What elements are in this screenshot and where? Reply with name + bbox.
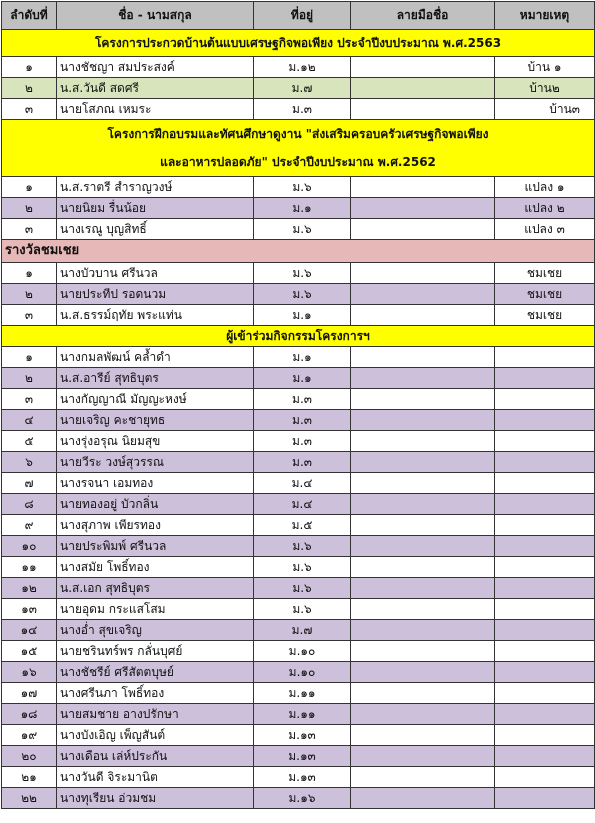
row-no: ๑๘ [2,704,57,725]
table-row [2,78,595,99]
row-note [495,662,595,683]
row-signature [351,177,495,198]
row-signature [351,662,495,683]
row-no: ๑๖ [2,662,57,683]
row-note: ชมเชย [495,263,595,284]
table-row [2,99,595,120]
row-village: ม.๖ [254,578,351,599]
row-no: ๑๐ [2,536,57,557]
row-no: ๑๒ [2,578,57,599]
row-note: แปลง ๓ [495,219,595,240]
row-no: ๔ [2,410,57,431]
row-signature [351,263,495,284]
row-no: ๘ [2,494,57,515]
row-signature [351,641,495,662]
row-signature [351,620,495,641]
row-note [495,515,595,536]
row-signature [351,99,495,120]
row-village: ม.๓ [254,410,351,431]
row-no: ๑ [2,57,57,78]
row-name: น.ส.ราตรี สำราญวงษ์ [57,177,254,198]
row-note [495,641,595,662]
row-note [495,494,595,515]
row-signature [351,57,495,78]
table-row [2,368,595,389]
row-name: น.ส.เอก สุทธิบุตร [57,578,254,599]
row-name: นางสุภาพ เพียรทอง [57,515,254,536]
table-row [2,662,595,683]
row-signature [351,494,495,515]
row-name: นางอ่ำ สุขเจริญ [57,620,254,641]
row-note: แปลง ๑ [495,177,595,198]
row-note [495,389,595,410]
row-name: นางกัญญาณี มัญญะหงษ์ [57,389,254,410]
table-row [2,746,595,767]
row-no: ๑๕ [2,641,57,662]
row-name: นางชัชรีย์ ศรีสัตตบุษย์ [57,662,254,683]
row-note [495,725,595,746]
row-village: ม.๓ [254,452,351,473]
row-no: ๒ [2,78,57,99]
row-no: ๒๑ [2,767,57,788]
row-village: ม.๖ [254,557,351,578]
row-no: ๖ [2,452,57,473]
row-note [495,620,595,641]
row-no: ๑ [2,177,57,198]
row-name: นายนิยม รื่นน้อย [57,198,254,219]
row-name: น.ส.วันดี สดศรี [57,78,254,99]
row-no: ๒ [2,198,57,219]
row-name: น.ส.อารีย์ สุทธิบุตร [57,368,254,389]
table-row [2,219,595,240]
row-signature [351,578,495,599]
row-name: นางรุ่งอรุณ นิยมสุข [57,431,254,452]
row-village: ม.๑ [254,347,351,368]
row-name: นางสมัย โพธิ์ทอง [57,557,254,578]
row-name: นายประพิมพ์ ศรีนวล [57,536,254,557]
row-village: ม.๖ [254,177,351,198]
table-row [2,641,595,662]
row-no: ๒๒ [2,788,57,809]
row-signature [351,410,495,431]
row-signature [351,704,495,725]
table-row [2,515,595,536]
row-name: นางเรณู บุญสิทธิ์ [57,219,254,240]
table-row [2,431,595,452]
row-note [495,368,595,389]
row-village: ม.๓ [254,99,351,120]
row-note: บ้าน๓ [495,99,595,120]
header-village: ที่อยู่ [254,2,351,30]
row-no: ๒ [2,284,57,305]
row-name: นางวันดี จิระมานิต [57,767,254,788]
table-row [2,725,595,746]
row-signature [351,536,495,557]
row-signature [351,746,495,767]
row-signature [351,78,495,99]
row-note [495,410,595,431]
row-no: ๓ [2,389,57,410]
section4-title: ผู้เข้าร่วมกิจกรรมโครงการฯ [2,326,595,347]
row-no: ๑๙ [2,725,57,746]
table-row [2,473,595,494]
table-row [2,452,595,473]
row-name: นายโสภณ เหมระ [57,99,254,120]
section-title-row [2,30,595,57]
row-note [495,557,595,578]
table-row [2,767,595,788]
header-note: หมายเหตุ [495,2,595,30]
row-note: บ้าน๒ [495,78,595,99]
row-name: นายประทีป รอดนวม [57,284,254,305]
row-village: ม.๓ [254,389,351,410]
row-village: ม.๑๓ [254,767,351,788]
row-no: ๑ [2,347,57,368]
table-row [2,284,595,305]
row-no: ๑๓ [2,599,57,620]
row-no: ๑๑ [2,557,57,578]
row-name: นายเจริญ คะชายุทธ [57,410,254,431]
row-note: แปลง ๒ [495,198,595,219]
row-name: นายสมชาย อางปรักษา [57,704,254,725]
row-note [495,788,595,809]
section-title-row [2,326,595,347]
row-village: ม.๖ [254,284,351,305]
row-village: ม.๖ [254,219,351,240]
row-name: นายอุดม กระแสโสม [57,599,254,620]
row-village: ม.๔ [254,473,351,494]
table-row [2,389,595,410]
row-note [495,473,595,494]
row-name: นางทุเรียน อ่วมชม [57,788,254,809]
row-village: ม.๑๓ [254,725,351,746]
row-note [495,347,595,368]
row-note [495,746,595,767]
row-no: ๓ [2,305,57,326]
row-village: ม.๑ [254,368,351,389]
table-row [2,557,595,578]
row-no: ๙ [2,515,57,536]
row-no: ๑ [2,263,57,284]
row-village: ม.๖ [254,599,351,620]
row-name: น.ส.ธรรม์ฤทัย พระแท่น [57,305,254,326]
header-signature: ลายมือชื่อ [351,2,495,30]
row-no: ๗ [2,473,57,494]
row-village: ม.๑ [254,305,351,326]
row-village: ม.๓ [254,431,351,452]
row-name: นายวีระ วงษ์สุวรรณ [57,452,254,473]
row-signature [351,557,495,578]
row-note: บ้าน ๑ [495,57,595,78]
table-row [2,578,595,599]
row-village: ม.๑๑ [254,683,351,704]
row-note: ชมเชย [495,284,595,305]
participants-table [1,1,595,809]
row-village: ม.๑๐ [254,641,351,662]
row-signature [351,599,495,620]
row-no: ๑๗ [2,683,57,704]
row-signature [351,767,495,788]
section1-title: โครงการประกวดบ้านต้นแบบเศรษฐกิจพอเพียง ประจำปีงบประมาณ พ.ศ.2563 [2,30,595,57]
row-signature [351,473,495,494]
row-village: ม.๔ [254,494,351,515]
row-name: นางรจนา เอมทอง [57,473,254,494]
row-signature [351,347,495,368]
table-row [2,410,595,431]
row-signature [351,368,495,389]
row-village: ม.๗ [254,78,351,99]
row-no: ๑๔ [2,620,57,641]
row-note [495,767,595,788]
header-name: ชื่อ - นามสกุล [57,2,254,30]
table-row [2,620,595,641]
row-note: ชมเชย [495,305,595,326]
row-village: ม.๖ [254,263,351,284]
row-village: ม.๕ [254,515,351,536]
row-signature [351,725,495,746]
table-row [2,347,595,368]
row-signature [351,219,495,240]
row-no: ๕ [2,431,57,452]
section3-title: รางวัลชมเชย [2,240,595,263]
table-row [2,704,595,725]
table-row [2,599,595,620]
row-note [495,683,595,704]
row-signature [351,389,495,410]
section-title-row [2,120,595,177]
row-note [495,452,595,473]
row-signature [351,788,495,809]
row-no: ๓ [2,219,57,240]
row-village: ม.๑๑ [254,704,351,725]
table-row [2,683,595,704]
row-name: นางเดือน เล่ห์ประกัน [57,746,254,767]
row-village: ม.๑๐ [254,662,351,683]
row-signature [351,683,495,704]
row-name: นางบังเอิญ เพ็ญสันต์ [57,725,254,746]
row-name: นายชรินทร์พร กลั่นบุศย์ [57,641,254,662]
row-village: ม.๑๖ [254,788,351,809]
row-village: ม.๑๒ [254,57,351,78]
table-row [2,57,595,78]
row-name: นางกมลพัฒน์ คล้ำดำ [57,347,254,368]
row-village: ม.๗ [254,620,351,641]
row-name: นางศรีนภา โพธิ์ทอง [57,683,254,704]
row-signature [351,452,495,473]
table-row [2,536,595,557]
table-row [2,305,595,326]
section-title-row [2,240,595,263]
row-name: นายทองอยู่ บัวกลิ่น [57,494,254,515]
row-village: ม.๑๓ [254,746,351,767]
row-signature [351,305,495,326]
row-note [495,704,595,725]
row-note [495,431,595,452]
table-row [2,177,595,198]
row-signature [351,515,495,536]
row-signature [351,431,495,452]
row-name: นางชัชญา สมประสงค์ [57,57,254,78]
row-name: นางบัวบาน ศรีนวล [57,263,254,284]
row-note [495,599,595,620]
table-header-row [2,2,595,30]
row-village: ม.๑ [254,198,351,219]
row-note [495,578,595,599]
section2-title-line1: โครงการฝึกอบรมและทัศนศึกษาดูงาน "ส่งเสริมครอบครัวเศรษฐกิจพอเพียง [107,127,489,141]
table-row [2,198,595,219]
row-no: ๒ [2,368,57,389]
table-row [2,788,595,809]
row-note [495,536,595,557]
row-no: ๒๐ [2,746,57,767]
row-no: ๓ [2,99,57,120]
row-signature [351,198,495,219]
row-village: ม.๖ [254,536,351,557]
table-row [2,494,595,515]
section2-title [2,120,595,177]
table-row [2,263,595,284]
section2-title-line2: และอาหารปลอดภัย" ประจำปีงบประมาณ พ.ศ.2562 [160,155,436,169]
row-signature [351,284,495,305]
header-no: ลำดับที่ [2,2,57,30]
